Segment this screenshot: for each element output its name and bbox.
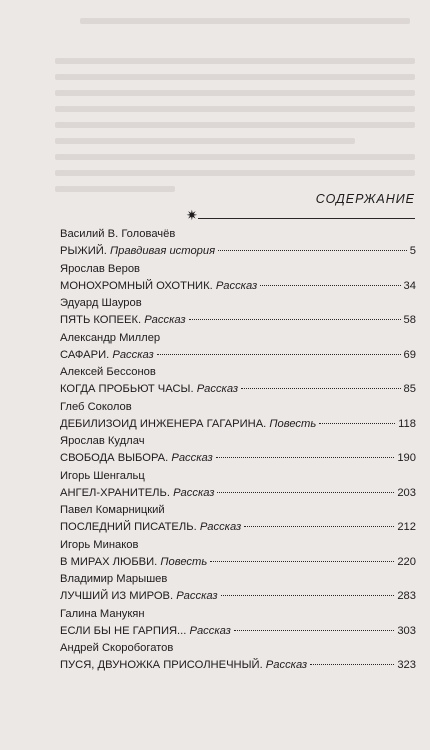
entry-page: 118 bbox=[398, 417, 416, 430]
entry-genre: Рассказ bbox=[265, 659, 308, 671]
entry-page: 212 bbox=[397, 521, 416, 533]
toc-entry bbox=[60, 537, 416, 572]
entry-author: Ярослав Веров bbox=[60, 262, 140, 275]
star-ornament-icon: ✷ bbox=[186, 209, 198, 224]
entry-genre: Рассказ bbox=[112, 348, 154, 361]
entry-author: Эдуард Шауров bbox=[60, 297, 142, 309]
entry-page: 5 bbox=[409, 245, 416, 257]
leader-dots bbox=[260, 285, 400, 286]
entry-work bbox=[60, 312, 416, 329]
entry-page: 220 bbox=[397, 555, 416, 568]
entry-work bbox=[60, 278, 416, 295]
leader-dots bbox=[319, 423, 395, 424]
entry-genre: Рассказ bbox=[171, 452, 213, 464]
entry-author: Павел Комарницкий bbox=[60, 504, 165, 516]
entry-genre: Рассказ bbox=[196, 383, 239, 395]
entry-page: 303 bbox=[397, 624, 416, 637]
entry-work bbox=[60, 485, 416, 502]
toc-entry bbox=[60, 640, 416, 675]
entry-title: ЛУЧШИЙ ИЗ МИРОВ. bbox=[60, 590, 174, 602]
entry-genre: Повесть bbox=[269, 417, 317, 430]
leader-dots bbox=[210, 561, 394, 562]
entry-page: 58 bbox=[403, 314, 416, 326]
entry-author: Алексей Бессонов bbox=[60, 366, 156, 378]
entry-work bbox=[60, 243, 416, 260]
entry-work bbox=[60, 623, 416, 640]
entry-author: Галина Манукян bbox=[60, 607, 145, 620]
entry-author: Андрей Скоробогатов bbox=[60, 642, 174, 654]
leader-dots bbox=[244, 526, 394, 527]
entry-title: ПЯТЬ КОПЕЕК. bbox=[60, 314, 142, 326]
title-rule bbox=[198, 218, 415, 219]
entry-genre: Рассказ bbox=[199, 521, 242, 533]
entry-title: АНГЕЛ-ХРАНИТЕЛЬ. bbox=[60, 486, 170, 499]
entry-work bbox=[60, 657, 416, 674]
entry-title: МОНОХРОМНЫЙ ОХОТНИК. bbox=[60, 279, 213, 292]
entry-author: Игорь Минаков bbox=[60, 538, 139, 551]
entry-genre: Повесть bbox=[160, 555, 208, 568]
entry-genre: Рассказ bbox=[189, 624, 231, 637]
entry-work bbox=[60, 588, 416, 605]
entry-title: КОГДА ПРОБЬЮТ ЧАСЫ. bbox=[60, 383, 194, 395]
entry-genre: Рассказ bbox=[144, 314, 186, 326]
entry-page: 323 bbox=[397, 659, 416, 671]
entry-work bbox=[60, 416, 416, 433]
entry-work bbox=[60, 450, 416, 467]
leader-dots bbox=[157, 354, 401, 355]
entry-author: Александр Миллер bbox=[60, 331, 161, 344]
leader-dots bbox=[241, 388, 401, 389]
entry-page: 69 bbox=[403, 348, 416, 361]
entry-page: 283 bbox=[397, 590, 416, 602]
toc-entry bbox=[60, 502, 416, 537]
entry-author: Глеб Соколов bbox=[60, 400, 132, 413]
toc-entry bbox=[60, 330, 416, 365]
entry-title: ЕСЛИ БЫ НЕ ГАРПИЯ... bbox=[60, 624, 187, 637]
entry-title: В МИРАХ ЛЮБВИ. bbox=[60, 555, 158, 568]
leader-dots bbox=[234, 630, 394, 631]
toc-entry bbox=[60, 399, 416, 434]
leader-dots bbox=[221, 595, 395, 596]
entry-work bbox=[60, 554, 416, 571]
toc-entry bbox=[60, 261, 416, 296]
toc-entry bbox=[60, 468, 416, 503]
entry-genre: Рассказ bbox=[215, 279, 258, 292]
bleed-through-text bbox=[0, 0, 430, 215]
entry-title: ДЕБИЛИЗОИД ИНЖЕНЕРА ГАГАРИНА. bbox=[60, 417, 267, 430]
leader-dots bbox=[216, 457, 395, 458]
entry-genre: Рассказ bbox=[176, 590, 218, 602]
entry-work bbox=[60, 381, 416, 398]
leader-dots bbox=[217, 492, 394, 493]
toc-entry bbox=[60, 571, 416, 606]
leader-dots bbox=[189, 319, 401, 320]
entry-page: 34 bbox=[403, 279, 416, 292]
entry-title: СВОБОДА ВЫБОРА. bbox=[60, 452, 169, 464]
entry-author: Ярослав Кудлач bbox=[60, 435, 145, 447]
toc-entry bbox=[60, 433, 416, 468]
entry-title: РЫЖИЙ. bbox=[60, 245, 107, 257]
entry-page: 190 bbox=[397, 452, 416, 464]
toc-title-row bbox=[175, 190, 415, 208]
entry-work bbox=[60, 347, 416, 364]
entry-author: Василий В. Головачёв bbox=[60, 228, 176, 240]
entry-page: 85 bbox=[403, 383, 416, 395]
entry-title: ПУСЯ, ДВУНОЖКА ПРИСОЛНЕЧНЫЙ. bbox=[60, 659, 263, 671]
toc-entry bbox=[60, 364, 416, 399]
entry-title: ПОСЛЕДНИЙ ПИСАТЕЛЬ. bbox=[60, 521, 197, 533]
entry-genre: Правдивая история bbox=[110, 245, 216, 257]
toc-list bbox=[60, 226, 416, 675]
leader-dots bbox=[218, 250, 407, 251]
toc-title: СОДЕРЖАНИЕ bbox=[315, 192, 415, 206]
entry-author: Игорь Шенгальц bbox=[60, 469, 145, 482]
entry-author: Владимир Марышев bbox=[60, 573, 168, 585]
entry-work bbox=[60, 519, 416, 536]
entry-genre: Рассказ bbox=[173, 486, 215, 499]
toc-entry bbox=[60, 226, 416, 261]
entry-page: 203 bbox=[397, 486, 416, 499]
toc-entry bbox=[60, 295, 416, 330]
leader-dots bbox=[310, 664, 394, 665]
toc-entry bbox=[60, 606, 416, 641]
entry-title: САФАРИ. bbox=[60, 348, 110, 361]
